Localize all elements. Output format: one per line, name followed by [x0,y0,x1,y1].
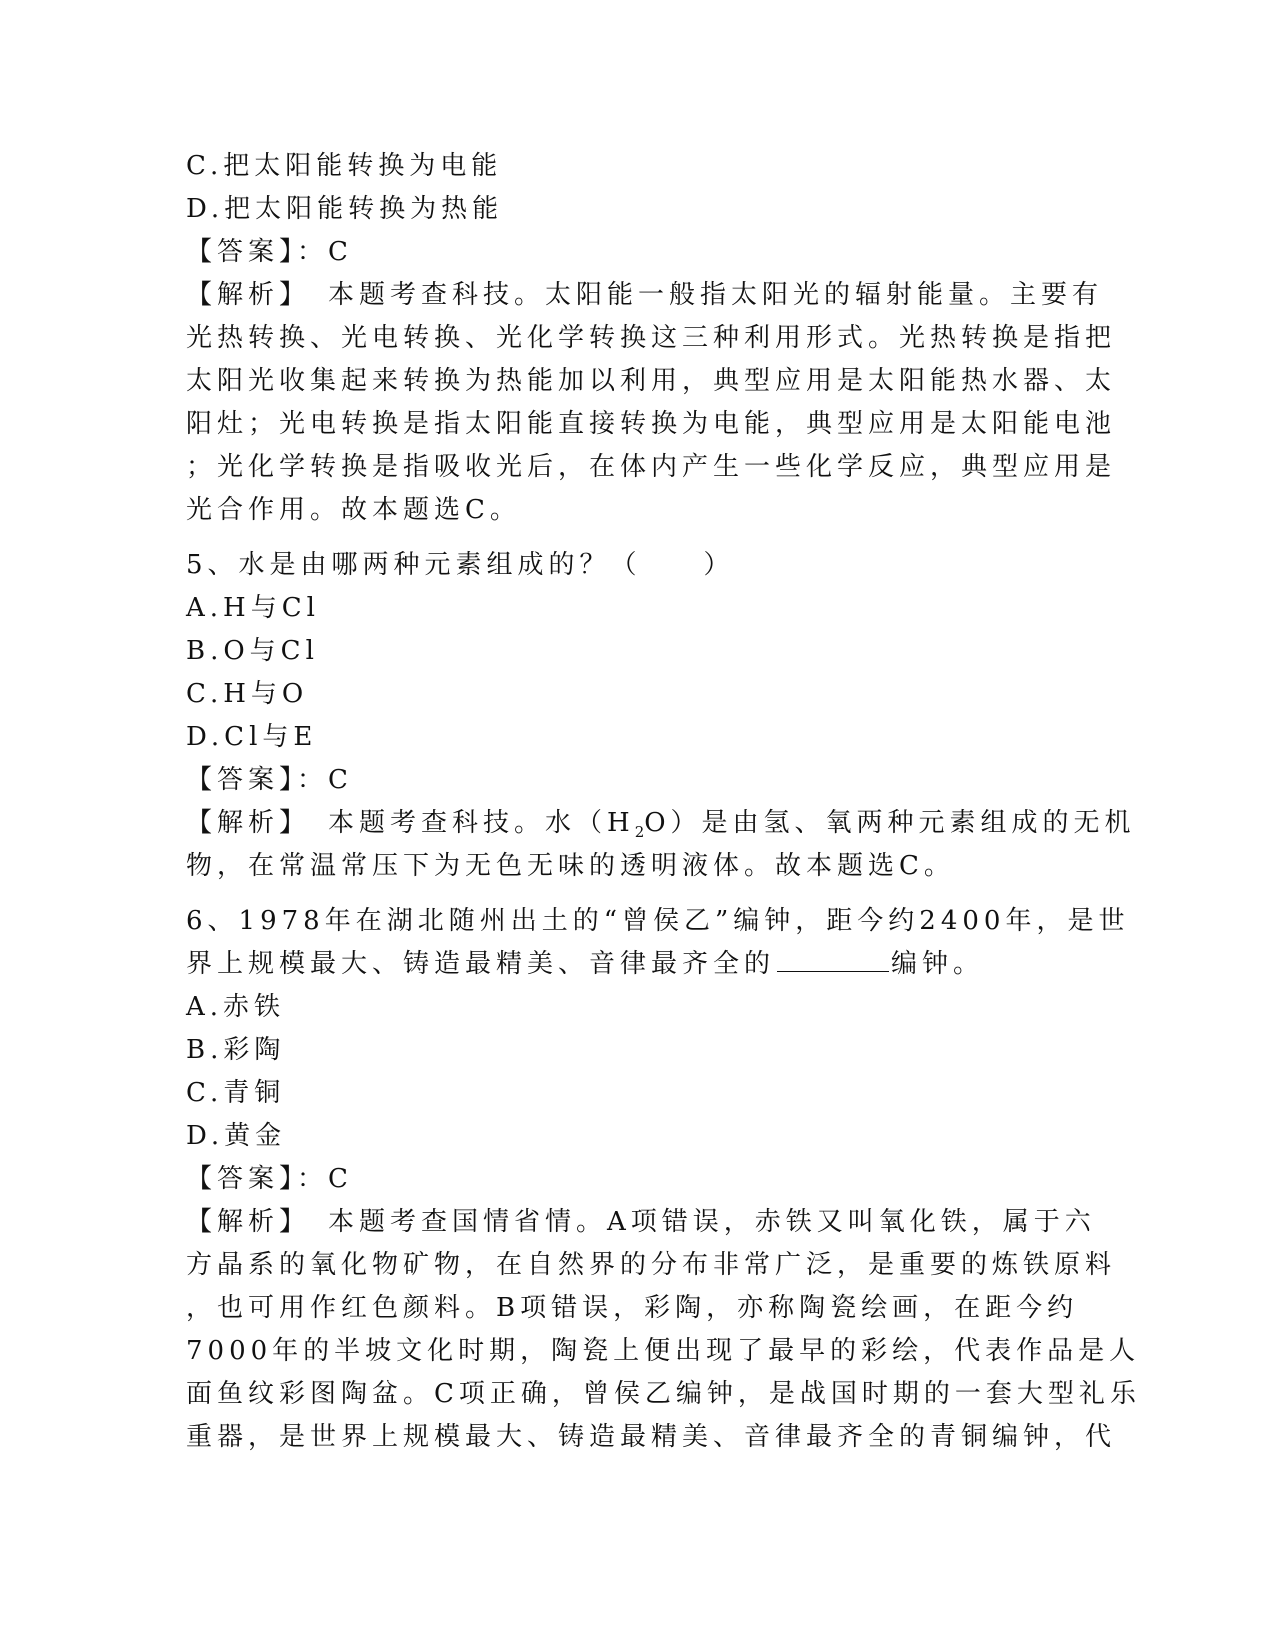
q5-option-b: B.O与Cl [186,636,319,666]
q6-question-line [186,943,1086,986]
q5-analysis-text-b: O）是由氢、氧两种元素组成的无机 [644,808,1136,838]
q5-analysis-subscript: 2 [634,823,645,842]
q5-question: 5、水是由哪两种元素组成的？（ ） [186,550,735,580]
q4-analysis-line: 光合作用。故本题选C。 [186,495,521,525]
q6-question-text-b: 编钟。 [891,949,985,979]
q5-option-a: A.H与Cl [186,593,320,623]
q4-analysis-line: 阳灶；光电转换是指太阳能直接转换为电能，典型应用是太阳能电池 [186,409,1117,439]
q4-analysis-line: ；光化学转换是指吸收光后，在体内产生一些化学反应，典型应用是 [186,452,1117,482]
q4-option-c: C.把太阳能转换为电能 [186,151,503,181]
q6-analysis-line: 7000年的半坡文化时期，陶瓷上便出现了最早的彩绘，代表作品是人 [186,1336,1141,1366]
q4-analysis-line: 太阳光收集起来转换为热能加以利用，典型应用是太阳能热水器、太 [186,366,1117,396]
q5-option-c: C.H与O [186,679,309,709]
section-gap [186,888,1086,900]
q5-answer: 【答案】：C [186,765,353,795]
q5-analysis-line: 物，在常温常压下为无色无味的透明液体。故本题选C。 [186,851,955,881]
q6-question-line: 6、1978年在湖北随州出土的“曾侯乙”编钟，距今约2400年，是世 [186,906,1130,936]
section-gap [186,532,1086,544]
q5-option-d: D.Cl与E [186,722,318,752]
q6-option-b: B.彩陶 [186,1035,286,1065]
q6-question-text-a: 界上规模最大、铸造最精美、音律最齐全的 [186,949,776,979]
q6-analysis-line: 重器，是世界上规模最大、铸造最精美、音律最齐全的青铜编钟，代 [186,1422,1117,1452]
q6-analysis-line: 面鱼纹彩图陶盆。C项正确，曾侯乙编钟，是战国时期的一套大型礼乐 [186,1379,1141,1409]
q4-analysis-line: 光热转换、光电转换、光化学转换这三种利用形式。光热转换是指把 [186,323,1117,353]
q5-analysis-text-a: 【解析】 本题考查科技。水（H [186,808,635,838]
q5-analysis-line [186,802,1136,845]
q4-analysis-line: 【解析】 本题考查科技。太阳能一般指太阳光的辐射能量。主要有 [186,280,1104,310]
fill-in-blank [777,945,889,972]
q6-option-d: D.黄金 [186,1121,287,1151]
q6-analysis-line: 【解析】 本题考查国情省情。A项错误，赤铁又叫氧化铁，属于六 [186,1207,1096,1237]
q4-option-d: D.把太阳能转换为热能 [186,194,504,224]
q6-option-a: A.赤铁 [186,992,286,1022]
document-page [186,145,1141,1459]
q6-analysis-line: 方晶系的氧化物矿物，在自然界的分布非常广泛，是重要的炼铁原料 [186,1250,1117,1280]
q6-option-c: C.青铜 [186,1078,286,1108]
q6-analysis-line: ，也可用作红色颜料。B项错误，彩陶，亦称陶瓷绘画，在距今约 [186,1293,1079,1323]
q6-answer: 【答案】：C [186,1164,353,1194]
q4-answer: 【答案】：C [186,237,353,267]
